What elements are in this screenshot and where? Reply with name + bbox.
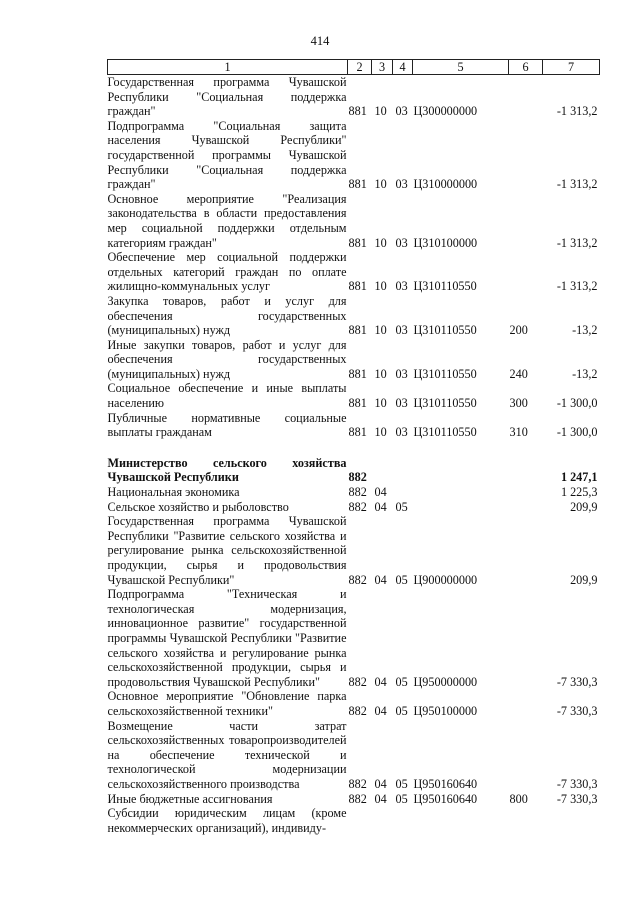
table-row	[108, 456, 600, 485]
cell-subsection: 03	[395, 177, 408, 192]
cell-amount: 1 225,3	[560, 485, 598, 500]
cell-section: 10	[374, 104, 387, 119]
cell-subsection: 05	[395, 674, 408, 689]
cell-expense-group	[509, 719, 543, 792]
row-name: Закупка товаров, работ и услуг для обеспечения государственных (муниципальных) нужд	[107, 293, 347, 338]
cell-section: 10	[374, 177, 387, 192]
cell-section: 10	[374, 235, 387, 250]
row-name: Возмещение части затрат сельскохозяйственных товаропроизводителей на обеспечение технической и технологической модернизации сельскохозяйственного производства	[107, 718, 347, 791]
cell-expense-group	[509, 119, 543, 192]
cell-target-article: Ц310100000	[413, 235, 478, 250]
cell-expense-group: 200	[509, 323, 528, 338]
cell-section: 04	[374, 674, 387, 689]
row-name: Иные закупки товаров, работ и услуг для обеспечения государственных (муниципальных) нужд	[107, 337, 347, 381]
cell-expense-group: 240	[509, 366, 528, 381]
header-cell: 7	[543, 60, 600, 75]
cell-ministry-code: 882	[348, 791, 367, 806]
cell-target-article	[413, 806, 509, 835]
cell-section: 10	[374, 323, 387, 338]
row-name: Государственная программа Чувашской Республики "Социальная поддержка граждан"	[107, 75, 347, 119]
cell-subsection	[393, 485, 413, 500]
cell-subsection: 03	[395, 323, 408, 338]
cell-ministry-code: 882	[348, 776, 367, 791]
cell-subsection: 05	[395, 791, 408, 806]
cell-subsection: 03	[395, 366, 408, 381]
cell-ministry-code: 881	[348, 396, 367, 411]
cell-subsection: 05	[395, 703, 408, 718]
cell-subsection: 05	[395, 499, 408, 514]
cell-amount: -13,2	[572, 366, 598, 381]
cell-amount: 1 247,1	[560, 470, 598, 485]
cell-section: 10	[374, 366, 387, 381]
cell-subsection	[393, 806, 413, 835]
cell-section: 04	[374, 499, 387, 514]
cell-amount: 209,9	[570, 499, 598, 514]
row-name: Обеспечение мер социальной поддержки отдельных категорий граждан по оплате жилищно-коммунальных услуг	[107, 250, 347, 294]
cell-amount: -1 313,2	[556, 177, 598, 192]
table-row	[108, 75, 600, 119]
row-name: Иные бюджетные ассигнования	[107, 791, 273, 806]
row-name: Сельское хозяйство и рыболовство	[107, 499, 289, 514]
cell-amount: -1 300,0	[556, 396, 598, 411]
row-name: Основное мероприятие "Реализация законодательства в области предоставления мер социальной поддержки отдельным категориям граждан"	[107, 191, 347, 250]
cell-subsection: 03	[395, 279, 408, 294]
table-header	[108, 60, 600, 75]
cell-ministry-code: 881	[348, 104, 367, 119]
cell-target-article: Ц950160640	[413, 791, 478, 806]
header-cell: 6	[509, 60, 543, 75]
cell-target-article	[413, 500, 509, 515]
cell-ministry-code: 881	[348, 279, 367, 294]
table-body	[108, 75, 600, 836]
table-row	[108, 338, 600, 382]
cell-target-article: Ц310000000	[413, 177, 478, 192]
cell-ministry-code: 881	[348, 177, 367, 192]
cell-expense-group	[509, 500, 543, 515]
cell-amount: -7 330,3	[556, 776, 598, 791]
table-row	[108, 719, 600, 792]
table-row	[108, 500, 600, 515]
row-name: Основное мероприятие "Обновление парка сельскохозяйственной техники"	[107, 689, 347, 718]
cell-amount: -1 300,0	[556, 425, 598, 440]
table-row	[108, 689, 600, 718]
cell-target-article: Ц310110550	[413, 366, 477, 381]
cell-subsection: 03	[395, 235, 408, 250]
row-name: Министерство сельского хозяйства Чувашской Республики	[107, 455, 347, 485]
cell-ministry-code: 882	[348, 499, 367, 514]
cell-section	[372, 806, 393, 835]
header-cell: 1	[108, 60, 348, 75]
cell-ministry-code: 882	[348, 572, 367, 587]
cell-ministry-code: 881	[348, 323, 367, 338]
cell-subsection	[393, 456, 413, 485]
table-row	[108, 485, 600, 500]
cell-expense-group: 310	[509, 425, 528, 440]
cell-section: 04	[374, 791, 387, 806]
cell-subsection: 03	[395, 425, 408, 440]
cell-target-article: Ц310110550	[413, 425, 477, 440]
cell-target-article: Ц310110550	[413, 396, 477, 411]
cell-target-article: Ц950100000	[413, 703, 478, 718]
row-name: Государственная программа Чувашской Республики "Развитие сельского хозяйства и регулирование рынка сельскохозяйственной продукции, сырья и продовольствия Чувашской Республики"	[107, 514, 347, 587]
cell-ministry-code: 881	[348, 425, 367, 440]
cell-section: 04	[374, 703, 387, 718]
row-name: Подпрограмма "Социальная защита населения Чувашской Республики" государственной программы Чувашской Республики "Социальная поддержка граждан"	[107, 118, 347, 192]
header-cell: 5	[413, 60, 509, 75]
cell-section: 10	[374, 396, 387, 411]
row-name: Субсидии юридическим лицам (кроме некоммерческих организаций), индивиду-	[107, 806, 347, 835]
budget-table	[107, 59, 600, 835]
cell-ministry-code: 882	[348, 674, 367, 689]
table-row	[108, 294, 600, 338]
header-cell: 3	[372, 60, 393, 75]
table-row	[108, 411, 600, 440]
cell-expense-group	[509, 689, 543, 718]
table-row	[108, 806, 600, 835]
cell-section: 04	[374, 572, 387, 587]
spacer-row	[108, 440, 600, 456]
cell-amount: -1 313,2	[556, 279, 598, 294]
cell-expense-group	[509, 456, 543, 485]
cell-ministry-code	[348, 806, 372, 835]
cell-section: 04	[374, 776, 387, 791]
row-name: Подпрограмма "Техническая и технологическая модернизация, инновационное развитие" государственной программы Чувашской Республики "Развитие сельского хозяйства и регулирование рынка сельскохозяйственной продукции, сырья и продовольствия Чувашской Республики"	[107, 587, 347, 689]
cell-target-article	[413, 485, 509, 500]
cell-section	[372, 456, 393, 485]
cell-target-article: Ц950000000	[413, 674, 478, 689]
cell-expense-group: 800	[509, 791, 528, 806]
cell-target-article: Ц950160640	[413, 776, 478, 791]
cell-section: 04	[374, 485, 387, 500]
cell-ministry-code: 881	[348, 366, 367, 381]
page-number: 414	[310, 34, 330, 48]
cell-amount: -1 313,2	[556, 104, 598, 119]
cell-expense-group	[509, 250, 543, 294]
cell-amount: 209,9	[570, 572, 598, 587]
cell-expense-group	[509, 587, 543, 689]
cell-target-article: Ц310110550	[413, 279, 477, 294]
table-row	[108, 381, 600, 410]
cell-target-article: Ц900000000	[413, 572, 478, 587]
cell-amount: -7 330,3	[556, 674, 598, 689]
table-row	[108, 119, 600, 192]
cell-subsection: 05	[395, 776, 408, 791]
cell-subsection: 03	[395, 396, 408, 411]
spacer-cell	[108, 440, 600, 456]
cell-section: 10	[374, 279, 387, 294]
cell-ministry-code: 882	[348, 485, 367, 500]
header-cell: 4	[393, 60, 413, 75]
cell-subsection: 05	[395, 572, 408, 587]
table-row	[108, 192, 600, 250]
cell-amount: -7 330,3	[556, 703, 598, 718]
cell-expense-group	[509, 75, 543, 119]
cell-expense-group	[509, 192, 543, 250]
cell-target-article: Ц310110550	[413, 323, 477, 338]
cell-expense-group	[509, 485, 543, 500]
cell-amount: -13,2	[572, 323, 598, 338]
cell-amount: -7 330,3	[556, 791, 598, 806]
cell-ministry-code: 881	[348, 235, 367, 250]
cell-target-article	[413, 456, 509, 485]
cell-ministry-code: 882	[348, 703, 367, 718]
cell-section: 10	[374, 425, 387, 440]
cell-expense-group	[509, 514, 543, 587]
cell-ministry-code: 882	[348, 470, 367, 485]
cell-amount	[543, 806, 600, 835]
cell-subsection: 03	[395, 104, 408, 119]
cell-expense-group: 300	[509, 396, 528, 411]
table-row	[108, 587, 600, 689]
row-name: Социальное обеспечение и иные выплаты населению	[107, 381, 347, 411]
row-name: Публичные нормативные социальные выплаты гражданам	[107, 410, 347, 440]
header-row	[108, 60, 600, 75]
header-cell: 2	[348, 60, 372, 75]
row-name: Национальная экономика	[107, 485, 240, 500]
table-row	[108, 250, 600, 294]
table-row	[108, 792, 600, 807]
table-row	[108, 514, 600, 587]
cell-amount: -1 313,2	[556, 235, 598, 250]
cell-expense-group	[509, 806, 543, 835]
cell-target-article: Ц300000000	[413, 104, 478, 119]
